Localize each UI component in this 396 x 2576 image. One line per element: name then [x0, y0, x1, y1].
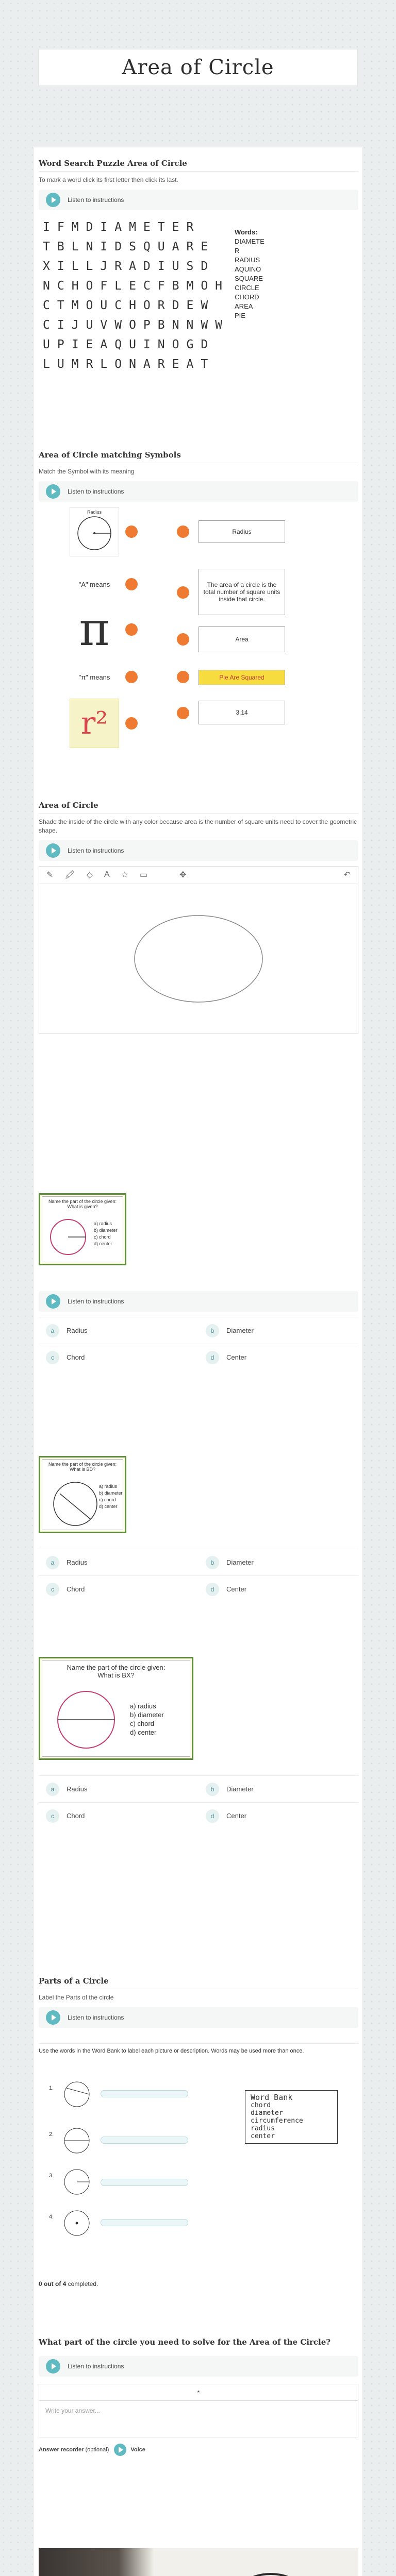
grid-row[interactable]: CIJUVWOPBNNWW	[43, 318, 230, 332]
option-letter: a	[46, 1556, 59, 1569]
match-target-dot[interactable]	[177, 586, 189, 599]
option-a[interactable]	[39, 1317, 199, 1344]
shape-icon[interactable]: ▭	[140, 871, 148, 880]
match-left-circle-image[interactable]	[70, 507, 119, 556]
listen-label: Listen to instructions	[68, 196, 124, 204]
option-d[interactable]	[199, 1344, 358, 1370]
match-left-pi-symbol[interactable]	[70, 602, 119, 656]
listen-bar	[39, 2007, 358, 2028]
image-title: Name the part of the circle given:	[48, 1199, 117, 1204]
option-letter: a	[46, 1783, 59, 1796]
match-connector-dot[interactable]	[125, 671, 138, 683]
word-search-section	[39, 159, 358, 374]
video-player[interactable]	[39, 2548, 358, 2576]
word: RADIUS	[235, 256, 260, 264]
word-bank-item: diameter	[251, 2109, 283, 2117]
option-letter: b	[206, 1324, 219, 1337]
grid-row[interactable]: CTMOUCHORDEW	[43, 298, 216, 312]
word: R	[235, 246, 240, 255]
circle-diameter-diagram	[61, 2126, 97, 2155]
option-letter: c	[46, 1809, 59, 1823]
option-label: Diameter	[226, 1327, 254, 1334]
option-c[interactable]	[39, 1803, 199, 1829]
listen-bar	[39, 2356, 358, 2377]
listen-play-button[interactable]	[46, 1294, 60, 1309]
match-connector-dot[interactable]	[125, 717, 138, 730]
option-c[interactable]	[39, 1344, 199, 1370]
image-title: Name the part of the circle given:	[67, 1664, 166, 1671]
answer-toolbar: *	[39, 2384, 358, 2401]
word-bank-title: Word Bank	[251, 2093, 293, 2102]
page-title: Area of Circle	[122, 56, 274, 79]
word: AQUINO	[235, 265, 261, 273]
option-b[interactable]	[199, 1776, 358, 1802]
completion-status: 0 out of 4 completed.	[39, 2280, 98, 2287]
match-right-label: Area	[235, 636, 249, 643]
play-icon	[52, 1298, 56, 1304]
image-options: a) radius b) diameter c) chord d) center	[94, 1221, 118, 1246]
question-image	[39, 1193, 126, 1265]
undo-icon[interactable]: ↶	[343, 871, 351, 880]
word: SQUARE	[235, 274, 263, 282]
circle-diagram	[47, 1216, 89, 1258]
option-letter: d	[206, 1583, 219, 1596]
grid-row[interactable]: LUMRLONAREAT	[43, 357, 216, 371]
play-icon	[52, 2363, 56, 2369]
option-letter: c	[46, 1583, 59, 1596]
star-icon[interactable]: ☆	[121, 871, 129, 880]
match-right-item-highlighted[interactable]	[199, 670, 285, 685]
listen-label: Listen to instructions	[68, 846, 124, 854]
matching-instruction: Match the Symbol with its meaning	[39, 468, 135, 475]
option-letter: a	[46, 1324, 59, 1337]
drawing-canvas-container	[39, 866, 358, 1034]
option-d[interactable]	[199, 1803, 358, 1829]
option-label: Radius	[67, 1785, 88, 1793]
listen-play-button[interactable]	[46, 193, 60, 207]
option-a[interactable]	[39, 1549, 199, 1575]
match-connector-dot[interactable]	[125, 578, 138, 590]
item-number: 2.	[49, 2131, 54, 2138]
option-label: Center	[226, 1812, 247, 1820]
question-image	[39, 1657, 193, 1760]
listen-bar	[39, 840, 358, 861]
item-number: 3.	[49, 2173, 54, 2179]
match-right-label: Pie Are Squared	[219, 674, 265, 681]
match-connector-dot[interactable]	[125, 623, 138, 636]
answer-textarea[interactable]: Write your answer...	[45, 2407, 100, 2414]
listen-label: Listen to instructions	[68, 2363, 124, 2370]
open-question-1	[39, 2337, 358, 2456]
match-left-pi-means[interactable]	[70, 662, 119, 692]
match-connector-dot[interactable]	[125, 526, 138, 538]
grid-row[interactable]: UPIEAQUINOGD	[43, 337, 216, 351]
play-icon	[52, 848, 56, 854]
word-bank-item: chord	[251, 2102, 271, 2109]
listen-label: Listen to instructions	[68, 2013, 124, 2021]
circle-to-shade	[131, 912, 266, 1005]
word-search-heading: Word Search Puzzle Area of Circle	[39, 159, 358, 172]
matching-heading: Area of Circle matching Symbols	[39, 450, 358, 463]
match-target-dot[interactable]	[177, 707, 189, 719]
word: CIRCLE	[235, 283, 259, 292]
word: AREA	[235, 302, 253, 310]
pencil-icon[interactable]: ✎	[46, 871, 54, 880]
eraser-icon[interactable]: ◇	[86, 871, 93, 880]
word-list	[235, 228, 265, 374]
listen-bar	[39, 1291, 358, 1312]
circle-diagram	[53, 1686, 120, 1753]
grid-row[interactable]: IFMDIAMETER	[43, 220, 201, 234]
r-squared-symbol: r²	[80, 705, 108, 741]
match-right-item[interactable]	[199, 569, 285, 615]
play-icon	[52, 2014, 56, 2021]
match-left-label: "π" means	[78, 673, 110, 681]
drawing-section	[39, 801, 358, 1034]
listen-play-button[interactable]	[46, 2010, 60, 2025]
match-right-item[interactable]	[199, 701, 285, 724]
labeling-area	[39, 2043, 358, 2265]
move-icon[interactable]: ✥	[179, 871, 187, 880]
diagram-caption: Radius	[87, 510, 102, 515]
match-target-dot[interactable]	[177, 526, 189, 538]
option-letter: c	[46, 1351, 59, 1364]
option-label: Chord	[67, 1353, 85, 1361]
match-right-label: Radius	[232, 528, 252, 535]
circle-diagram	[50, 1478, 101, 1530]
marker-icon[interactable]: 🖍	[64, 871, 75, 880]
matching-board	[39, 507, 358, 801]
match-right-label: The area of a circle is the total number of square units inside that circle.	[203, 581, 280, 603]
image-options: a) radius b) diameter c) chord d) center	[130, 1702, 164, 1736]
label-input-3[interactable]	[101, 2179, 188, 2186]
image-subtitle: What is given?	[67, 1204, 98, 1209]
grid-row[interactable]: NCHOFLECFBMOH	[43, 279, 230, 293]
label-input-4[interactable]	[101, 2219, 188, 2226]
grid-row[interactable]: XILLJRADIUSD	[43, 259, 216, 273]
match-left-label: "A" means	[78, 580, 110, 588]
microphone-icon	[119, 2447, 123, 2453]
match-left-a-means[interactable]	[70, 569, 119, 600]
answer-recorder: Answer recorder (optional) Voice	[39, 2444, 358, 2456]
drawing-heading: Area of Circle	[39, 801, 358, 814]
option-letter: d	[206, 1351, 219, 1364]
option-label: Diameter	[226, 1558, 254, 1566]
parts-instruction: Label the Parts of the circle	[39, 1994, 114, 2001]
option-label: Radius	[67, 1558, 88, 1566]
word: CHORD	[235, 293, 259, 301]
parts-heading: Parts of a Circle	[39, 1976, 358, 1989]
item-number: 1.	[49, 2085, 54, 2091]
option-label: Chord	[67, 1812, 85, 1820]
option-label: Radius	[67, 1327, 88, 1334]
option-letter: d	[206, 1809, 219, 1823]
option-label: Chord	[67, 1585, 85, 1593]
listen-play-button[interactable]	[46, 2359, 60, 2374]
option-b[interactable]	[199, 1317, 358, 1344]
circle-chord-diagram	[61, 2080, 97, 2109]
matching-section	[39, 450, 358, 801]
option-b[interactable]	[199, 1549, 358, 1575]
voice-label: Voice	[130, 2447, 145, 2453]
listen-bar	[39, 190, 358, 210]
word-search-grid[interactable]	[43, 217, 229, 374]
label-input-1[interactable]	[101, 2090, 188, 2097]
options-grid	[39, 1549, 358, 1602]
label-input-2[interactable]	[101, 2137, 188, 2144]
answer-box	[39, 2384, 358, 2437]
match-target-dot[interactable]	[177, 671, 189, 683]
option-c[interactable]	[39, 1576, 199, 1602]
circle-center-diagram	[61, 2209, 97, 2238]
play-icon	[52, 197, 56, 203]
word-bank-item: center	[251, 2132, 275, 2140]
title-bar	[38, 49, 358, 86]
match-left-r-squared[interactable]	[70, 699, 119, 748]
word: DIAMETE	[235, 237, 265, 245]
image-title: Name the part of the circle given:	[48, 1462, 117, 1467]
question-image	[39, 1456, 126, 1533]
word-bank-item: circumference	[251, 2117, 303, 2125]
image-options: a) radius b) diameter c) chord d) center	[99, 1484, 123, 1509]
grid-row[interactable]: TBLNIDSQUARE	[43, 240, 216, 253]
listen-label: Listen to instructions	[68, 487, 124, 495]
option-label: Diameter	[226, 1785, 254, 1793]
match-right-item[interactable]	[199, 626, 285, 652]
option-label: Center	[226, 1585, 247, 1593]
question-heading: What part of the circle you need to solve for the Area of the Circle?	[39, 2337, 331, 2347]
word-search-instruction: To mark a word click its first letter then click its last.	[39, 176, 178, 183]
word: PIE	[235, 311, 245, 319]
listen-label: Listen to instructions	[68, 1298, 124, 1305]
listen-play-button[interactable]	[46, 484, 60, 499]
circle-radius-diagram	[71, 509, 118, 555]
match-target-dot[interactable]	[177, 633, 189, 646]
match-right-label: 3.14	[236, 709, 248, 716]
pi-symbol: π	[79, 602, 110, 656]
text-icon[interactable]: A	[104, 870, 110, 879]
option-letter: b	[206, 1783, 219, 1796]
options-grid	[39, 1317, 358, 1370]
listen-bar	[39, 481, 358, 502]
play-icon	[52, 488, 56, 495]
drawing-toolbar	[39, 867, 358, 884]
option-a[interactable]	[39, 1776, 199, 1802]
word-bank	[245, 2090, 338, 2144]
listen-play-button[interactable]	[46, 843, 60, 858]
image-subtitle: What is BX?	[97, 1671, 135, 1679]
image-subtitle: What is BD?	[69, 1467, 95, 1472]
option-label: Center	[226, 1353, 247, 1361]
item-number: 4.	[49, 2214, 54, 2220]
match-right-item[interactable]	[199, 520, 285, 543]
option-d[interactable]	[199, 1576, 358, 1602]
word-bank-instruction: Use the words in the Word Bank to label each picture or description. Words may be used more than once.	[39, 2048, 304, 2054]
main-content	[33, 147, 363, 2576]
words-label: Words:	[235, 228, 258, 236]
drawing-instruction: Shade the inside of the circle with any color because area is the number of square units need to cover the geometric shape.	[39, 818, 357, 834]
word-bank-item: radius	[251, 2125, 275, 2132]
drawing-canvas[interactable]	[39, 884, 358, 1033]
circle-radius-diagram	[61, 2167, 97, 2196]
whiteboard-circle	[209, 2564, 333, 2576]
parts-section	[39, 1976, 358, 2311]
option-letter: b	[206, 1556, 219, 1569]
record-button[interactable]	[114, 2444, 126, 2456]
options-grid	[39, 1775, 358, 1829]
